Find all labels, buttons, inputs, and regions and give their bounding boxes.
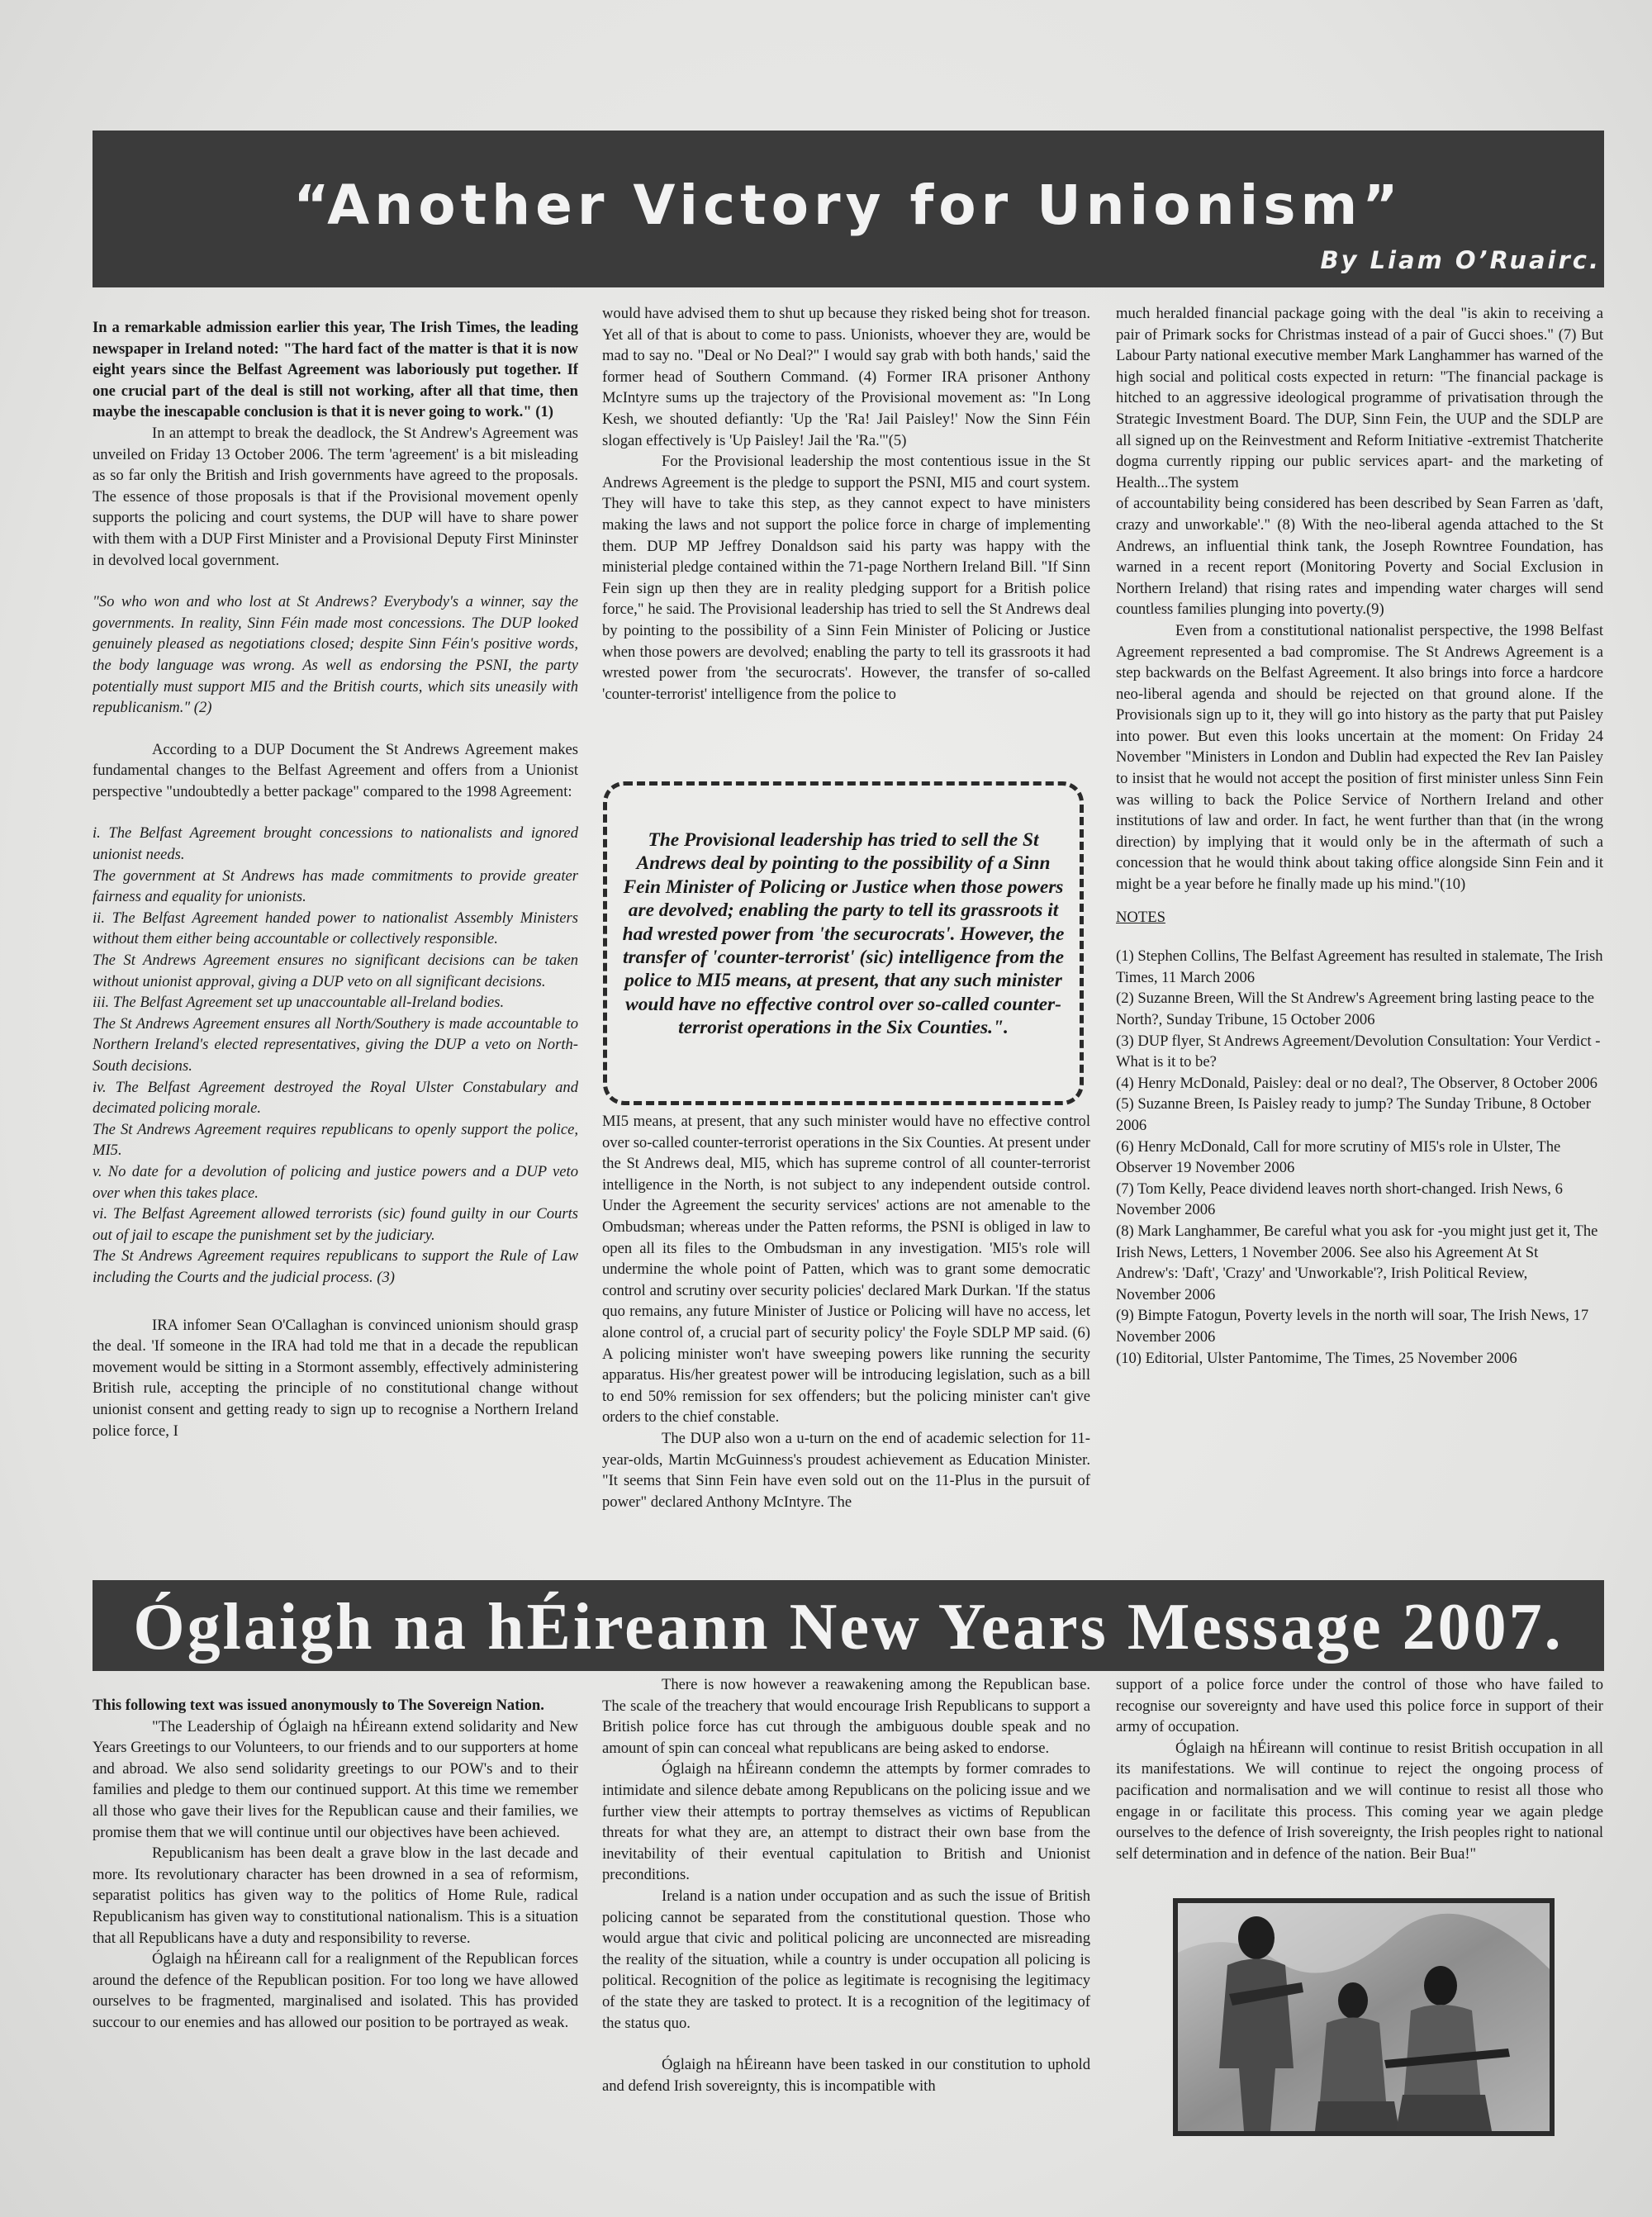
- article-column-3: [1116, 303, 1603, 1567]
- message-column-2: [602, 1674, 1090, 2141]
- article-paragraph: In an attempt to break the deadlock, the St Andrew's Agreement was unveiled on Friday 13 October 2006. The term 'agreement' is a bit misleading as so far only the British and Irish governments have agreed to the proposals. The essence of those proposals is that if the Provisional movement openly supports the policing and court systems, the DUP will have to share power with them with a DUP First Minister and a Provisional Deputy First Mininster in devolved local government.: [93, 424, 578, 569]
- list-item: The St Andrews Agreement requires republicans to support the Rule of Law including the Courts and the judicial process. (3): [93, 1247, 578, 1286]
- message-intro: This following text was issued anonymously to The Sovereign Nation.: [93, 1697, 544, 1714]
- list-item: v. No date for a devolution of policing and justice powers and a DUP veto over when this takes place.: [93, 1162, 578, 1202]
- volunteers-photo: [1173, 1898, 1555, 2136]
- note-item: (5) Suzanne Breen, Is Paisley ready to jump? The Sunday Tribune, 8 October 2006: [1116, 1095, 1591, 1134]
- article-column-2-bottom: [602, 1111, 1090, 1564]
- note-item: (2) Suzanne Breen, Will the St Andrew's Agreement bring lasting peace to the North?, Sunday Tribune, 15 October 2006: [1116, 990, 1595, 1028]
- list-item: The government at St Andrews has made commitments to provide greater fairness and equality for unionists.: [93, 866, 578, 906]
- note-item: (3) DUP flyer, St Andrews Agreement/Devolution Consultation: Your Verdict -What is it to be?: [1116, 1032, 1601, 1071]
- message-paragraph: Óglaigh na hÉireann have been tasked in our constitution to uphold and defend Irish sovereignty, this is incompatible with: [602, 2056, 1090, 2095]
- note-item: (6) Henry McDonald, Call for more scrutiny of MI5's role in Ulster, The Observer 19 November 2006: [1116, 1137, 1561, 1177]
- article-paragraph: much heralded financial package going with the deal "is akin to receiving a pair of Primark socks for Christmas instead of a pair of Gucci shoes." (7) But Labour Party national executive member Mark Langhammer has warned of the high social and political costs expected in return: "The financial package is hitched to an aggressive ideological programme of privatisation through the Strategic Investment Board. The DUP, Sinn Fein, the UUP and the SDLP are all signed up on the Reinvestment and Reform Initiative -extremist Thatcherite dogma currently ripping our public services apart- and the marketing of Health...The system: [1116, 305, 1603, 491]
- message-column-3: [1116, 1674, 1603, 1889]
- message-column-1: [93, 1695, 578, 2141]
- note-item: (7) Tom Kelly, Peace dividend leaves north short-changed. Irish News, 6 November 2006: [1116, 1180, 1563, 1219]
- list-item: The St Andrews Agreement ensures all North/Southery is made accountable to Northern Ireland's elected representatives, giving the DUP a veto on North-South decisions.: [93, 1014, 578, 1075]
- notes-list: [1116, 946, 1603, 1369]
- message-paragraph: Óglaigh na hÉireann will continue to resist British occupation in all its manifestations. We will continue to reject the ongoing process of pacification and normalisation and we will continue to resist all those who engage in or facilitate this process. This coming year we again pledge ourselves to the defence of Irish sovereignty, the Irish peoples right to national self determination and in defence of the nation. Beir Bua!": [1116, 1739, 1603, 1863]
- message-paragraph: Ireland is a nation under occupation and as such the issue of British policing cannot be separated from the constitutional question. Those who would argue that civic and political policing are unconnected are misreading the reality of the situation, while a country is under occupation all policing is political. Recognition of the police as legitimate is recognising the legitimacy of the state they are tasked to protect. It is a recognition of the legitimacy of the status quo.: [602, 1887, 1090, 2032]
- note-item: (8) Mark Langhammer, Be careful what you ask for -you might just get it, The Irish News, Letters, 1 November 2006. See also his Agreement At St Andrew's: 'Daft', 'Crazy' and 'Unworkable'?, Irish Political Review,: [1116, 1222, 1598, 1283]
- list-item: The St Andrews Agreement requires republicans to openly support the police, MI5.: [93, 1120, 578, 1160]
- message-paragraph: There is now however a reawakening among the Republican base. The scale of the treachery that would encourage Irish Republicans to support a British police force has cut through the ambiguous double speak and no amount of spin can conceal what republicans are being asked to endorse.: [602, 1676, 1090, 1757]
- article-paragraph: For the Provisional leadership the most contentious issue in the St Andrews Agreement is the pledge to support the PSNI, MI5 and court system. They will have to take this step, as they cannot expect to have ministers making the laws and not support the police force in charge of implementing them. DUP MP Jeffrey Donaldson said his party was happy with the ministerial pledge contained within the 71-page Northern Ireland Bill. "If Sinn Fein sign up then they are in reality pledging support for a British police force," he said. The Provisional leadership has tried to sell the St Andrews deal by pointing to the possibility of a Sinn Fein Minister of Policing or Justice when those powers are devolved; enabling the party to tell its grassroots it had wrested power from 'the securocrats'. However, the transfer of so-called 'counter-terrorist' intelligence from the police to: [602, 453, 1090, 703]
- list-item: i. The Belfast Agreement brought concessions to nationalists and ignored unionist needs.: [93, 824, 578, 864]
- message-title: Óglaigh na hÉireann New Years Message 2007.: [133, 1591, 1564, 1664]
- list-item: The St Andrews Agreement ensures no significant decisions can be taken without unionist approval, giving a DUP veto on all significant decisions.: [93, 952, 578, 990]
- notes-heading: NOTES: [1116, 908, 1165, 926]
- article-paragraph: would have advised them to shut up because they risked being shot for treason. Yet all of that is about to come to pass. Unionists, whoever they are, would be mad to say no. "Deal or No Deal?" I would say grab with both hands,' said the former head of Southern Command. (4) Former IRA prisoner Anthony McIntyre sums up the trajectory of the Provisional movement as: "In Long Kesh, we shouted defiantly: 'Up the 'Ra! Jail Paisley!' Now the Sinn Féin slogan effectively is 'Up Paisley! Jail the 'Ra.'"(5): [602, 305, 1090, 449]
- article-column-2-top: [602, 303, 1090, 774]
- article-column-1: [93, 317, 578, 1564]
- note-item: (10) Editorial, Ulster Pantomime, The Times, 25 November 2006: [1116, 1349, 1517, 1367]
- note-item: (1) Stephen Collins, The Belfast Agreement has resulted in stalemate, The Irish Times, 11 March 2006: [1116, 947, 1603, 986]
- message-paragraph: "The Leadership of Óglaigh na hÉireann extend solidarity and New Years Greetings to our Volunteers, to our friends and to our supporters at home and abroad. We also send solidarity greetings to our POW's and to their families and pledge to them our continued support. At this time we remember all those who gave their lives for the Republican cause and their families, we promise them that we will continue until our objectives have been achieved.: [93, 1717, 578, 1841]
- message-paragraph: Óglaigh na hÉireann call for a realignment of the Republican forces around the defence of the Republican position. For too long we have allowed ourselves to be fragmented, marginalised and isolated. This has provided succour to our enemies and has allowed our position to be portrayed as weak.: [93, 1950, 578, 2031]
- article-intro: In a remarkable admission earlier this year, The Irish Times, the leading newspaper in Ireland noted: "The hard fact of the matter is that it is now eight years since the Belfast Agreement was laboriously put together. If one crucial part of the deal is still not working, after all that time, then maybe the inescapable conclusion is that it is never going to work." (1): [93, 319, 578, 421]
- article-paragraph: IRA infomer Sean O'Callaghan is convinced unionism should grasp the deal. 'If someone in the IRA had told me that in a decade the republican movement would be sitting in a Stormont assembly, effectively administering British rule, accepting the principle of no constitutional change without unionist consent and getting ready to sign up to recognise a Northern Ireland police force, I: [93, 1316, 578, 1440]
- list-item: iv. The Belfast Agreement destroyed the Royal Ulster Constabulary and decimated policing morale.: [93, 1078, 578, 1118]
- article-quote: "So who won and who lost at St Andrews? Everybody's a winner, say the governments. In reality, Sinn Féin made most concessions. The DUP looked genuinely pleased as negotiations closed; despite Sinn Féin's positive words, the body language was wrong. As well as endorsing the PSNI, the party potentially must support MI5 and the British courts, which sits uneasily with republicanism." (2): [93, 593, 578, 717]
- list-item: vi. The Belfast Agreement allowed terrorists (sic) found guilty in our Courts out of jail to escape the punishment set by the judiciary.: [93, 1205, 578, 1244]
- article-header-banner: [93, 131, 1604, 287]
- pull-quote-box: The Provisional leadership has tried to sell the St Andrews deal by pointing to the possibility of a Sinn Fein Minister of Policing or Justice when those powers are devolved; enabling the party to tell its grassroots it had wrested power from 'the securocrats'. However, the transfer of 'counter-terrorist' (sic) intelligence from the police to MI5 means, at present, that any such minister would have no effective control over so-called counter-terrorist operations in the Six Counties.".: [603, 781, 1084, 1105]
- article-paragraph: The DUP also won a u-turn on the end of academic selection for 11-year-olds, Martin McGuinness's proudest achievement as Education Minister. "It seems that Sinn Fein have even sold out on the 11-Plus in the pursuit of power" declared Anthony McIntyre. The: [602, 1429, 1090, 1511]
- note-item: (4) Henry McDonald, Paisley: deal or no deal?, The Observer, 8 October 2006: [1116, 1074, 1597, 1092]
- article-paragraph: of accountability being considered has been described by Sean Farren as 'daft, crazy and unworkable'." (8) With the neo-liberal agenda attached to the St Andrews, an influential think tank, the Joseph Rowntree Foundation, has warned in a recent report (Monitoring Poverty and Social Exclusion in Northern Ireland) that rising rates and impending water charges will send countless families plunging into poverty.(9): [1116, 495, 1603, 619]
- list-item: ii. The Belfast Agreement handed power to nationalist Assembly Ministers without them either being accountable or collectively responsible.: [93, 909, 578, 948]
- list-item: iii. The Belfast Agreement set up unaccountable all-Ireland bodies.: [93, 994, 505, 1012]
- article-byline: By Liam O’Ruairc.: [1320, 246, 1601, 274]
- volunteers-illustration: [1178, 1903, 1550, 2131]
- note-item: November 2006: [1116, 1285, 1216, 1303]
- article-paragraph: According to a DUP Document the St Andrews Agreement makes fundamental changes to the Belfast Agreement and offers from a Unionist perspective "undoubtedly a better package" compared to the 1998 Agreement:: [93, 740, 578, 800]
- message-paragraph: Republicanism has been dealt a grave blow in the last decade and more. Its revolutionary character has been drowned in a sea of reformism, separatist politics has given way to the politics of Home Rule, radical Republicanism has given way to constitutional nationalism. This is a situation that all Republicans have a duty and responsibility to reverse.: [93, 1844, 578, 1947]
- article-paragraph: MI5 means, at present, that any such minister would have no effective control over so-called counter-terrorist operations in the Six Counties. At present under the St Andrews deal, MI5, which has supreme control of all counter-terrorist intelligence in the North, is not subject to any independent outside control. Under the Agreement the security services' actions are not amenable to the Ombudsman; whereas under the Patten reforms, the PSNI is obliged in law to open all its files to the Ombudsman in any investigation. 'MI5's role will undermine the whole point of Patten, which was to grant some democratic control and scrutiny over security policies' declared Mark Durkan. 'If the status quo remains, any future Minister of Justice or Policing will have no access, let alone control of, a crucial part of security policy' the Foyle SDLP MP said. (6) A policing minister won't have sweeping powers like running the security apparatus. His/her greatest power will be introducing legislation, such as a bill to end 50% remission for sex offenders; but the policing minister can't give orders to the chief constable.: [602, 1113, 1090, 1427]
- article-paragraph: Even from a constitutional nationalist perspective, the 1998 Belfast Agreement represented a bad compromise. The St Andrews Agreement is a step backwards on the Belfast Agreement. It also brings into force a hardcore neo-liberal agenda and should be rejected on that ground alone. If the Provisionals sign up to it, they will go into history as the party that put Paisley into power. But even this looks uncertain at the moment: On Friday 24 November "Ministers in London and Dublin had expected the Rev Ian Paisley to insist that he would not accept the position of first minister unless Sinn Fein was willing to back the Police Service of Northern Ireland and other institutions of law and order. In fact, he went further than that (in the wrong direction) by implying that it would only be in the aftermath of such a concession that he would think about taking office alongside Sinn Fein and it might be a year before he finally made up his mind."(10): [1116, 621, 1603, 894]
- message-header-banner: [93, 1580, 1604, 1671]
- agreement-comparison-list: [93, 823, 578, 1288]
- message-paragraph: Óglaigh na hÉireann condemn the attempts by former comrades to intimidate and silence debate among Republicans on the policing issue and we further view their attempts to portray themselves as victims of Republican threats for what they are, an attempt to distract their own base from the inevitability of their eventual capitulation to British and Unionist preconditions.: [602, 1760, 1090, 1884]
- article-title: “Another Victory for Unionism”: [293, 173, 1403, 237]
- message-paragraph: support of a police force under the control of those who have failed to recognise our sovereignty and have used this police force in support of their army of occupation.: [1116, 1676, 1603, 1736]
- note-item: (9) Bimpte Fatogun, Poverty levels in the north will soar, The Irish News, 17 November 2006: [1116, 1307, 1589, 1346]
